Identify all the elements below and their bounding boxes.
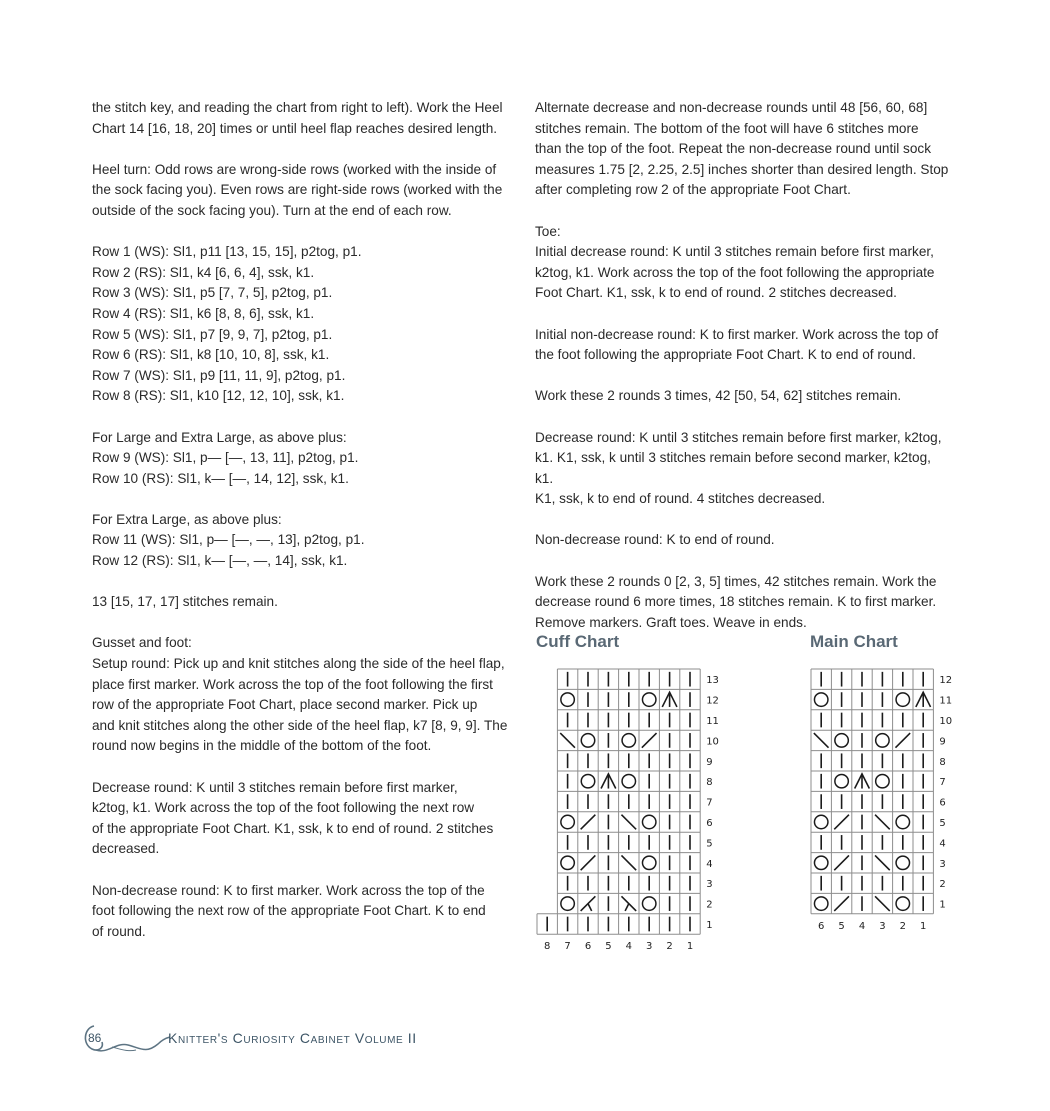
stitch-o [561,693,574,706]
stitch-ssk [875,896,890,911]
stitch-o [642,856,655,869]
row-number-label: 5 [706,838,713,850]
stitch-o [835,734,848,747]
column-number-label: 2 [899,920,906,932]
column-number-label: 5 [605,941,612,953]
stitch-o [561,856,574,869]
stitch-k2tog [581,855,596,870]
stitch-ssk [560,733,575,748]
row-number-label: 6 [939,797,946,809]
cuff-chart [535,668,719,958]
stitch-o [814,856,827,869]
column-number-label: 5 [838,920,845,932]
row-number-label: 1 [706,920,713,931]
page-number: 86 [88,1031,102,1045]
column-number-label: 7 [564,941,571,953]
row-number-label: 10 [706,736,719,748]
cuff-chart-title: Cuff Chart [536,632,620,651]
paragraph: Decrease round: K until 3 stitches remain before first marker, k2tog, k1. K1, ssk, k until 3 stitches remain before second marker, k2tog, k1. K1, ssk, k to end of round. 4 stitches decreased. [535,429,942,507]
stitch-cdd [916,692,931,707]
row-number-label: 2 [939,879,946,891]
column-number-label: 4 [858,920,866,932]
row-number-label: 7 [939,777,946,789]
column-number-label: 1 [686,941,694,953]
row-number-label: 5 [939,818,946,829]
stitch-ssk [814,733,829,748]
row-number-label: 3 [706,879,713,891]
row-number-label: 8 [706,777,713,789]
stitch-o [642,815,655,828]
column-number-label: 8 [544,941,551,953]
stitch-o [581,734,594,747]
main-chart [809,668,959,938]
column-number-label: 3 [879,920,886,932]
stitch-o [814,897,827,910]
paragraph: Work these 2 rounds 3 times, 42 [50, 54, 62] stitches remain. [535,388,902,404]
stitch-ssk [875,815,890,830]
row-number-label: 11 [939,695,953,707]
stitch-k2tog [834,855,849,870]
right-text-column [535,98,950,654]
paragraph: For Large and Extra Large, as above plus: Row 9 (WS): Sl1, p— [—, 13, 11], p2tog, p1. Row 10 (RS): Sl1, k— [—, 14, 12], ssk, k1. [92,429,359,486]
stitch-o [642,897,655,910]
paragraph: Non-decrease round: K to end of round. [535,532,775,548]
row-number-label: 6 [706,818,713,829]
column-number-label: 4 [625,941,632,953]
paragraph: 13 [15, 17, 17] stitches remain. [92,594,278,610]
row-number-label: 9 [706,756,713,768]
row-number-label: 10 [939,716,953,727]
stitch-k2tog [895,733,910,748]
column-number-label: 6 [818,920,825,932]
main-chart-grid [811,669,933,914]
stitch-ssk [621,855,636,870]
stitch-k2tog [834,815,849,830]
paragraph: Alternate decrease and non-decrease rounds until 48 [56, 60, 68] stitches remain. The bottom of the foot will have 6 stitches more than the top of the foot. Repeat the non-decrease round until sock measures 1.75 [2, 2.25, 2.5] inches shorter than desired length. Stop after completing row 2 of the appropriate Foot Chart. [535,100,949,198]
stitch-o [581,774,594,787]
stitch-o [561,897,574,910]
row-number-label: 8 [939,756,946,768]
paragraph: For Extra Large, as above plus: Row 11 (WS): Sl1, p— [—, —, 13], p2tog, p1. Row 12 (RS): Sl1, k— [—, —, 14], ssk, k1. [92,511,365,569]
page-footer [82,1022,462,1056]
stitch-o [896,815,909,828]
stitch-k2tog [642,733,657,748]
row-number-label: 4 [706,858,713,870]
stitch-o [642,693,655,706]
stitch-o [896,693,909,706]
row-number-label: 4 [939,838,946,850]
row-number-label: 11 [706,716,719,727]
stitch-k2tog [581,815,596,830]
left-text-column [92,98,510,963]
stitch-o [876,734,889,747]
paragraph: Heel turn: Odd rows are wrong-side rows (worked with the inside of the sock facing you). Even rows are right-side rows (worked with the outside of the sock facing you). Turn at the end of each row. [92,161,503,218]
stitch-sk2p [621,896,636,911]
column-number-label: 1 [920,920,927,932]
paragraph: Row 1 (WS): Sl1, p11 [13, 15, 15], p2tog, p1. Row 2 (RS): Sl1, k4 [6, 6, 4], ssk, k1. Row 3 (WS): Sl1, p5 [7, 7, 5], p2tog, p1. Row 4 (RS): Sl1, k6 [8, 8, 6], ssk, k1. Row 5 (WS): Sl1, p7 [9, 9, 7], p2tog, p1. Row 6 (RS): Sl1, k8 [10, 10, 8], ssk, k1. Row 7 (WS): Sl1, p9 [11, 11, 9], p2tog, p1. Row 8 (RS): Sl1, k10 [12, 12, 10], ssk, k1. [92,244,362,404]
row-number-label: 3 [939,858,946,870]
row-number-label: 9 [939,736,946,748]
stitch-ssk [621,815,636,830]
row-number-label: 12 [706,695,719,707]
stitch-o [835,774,848,787]
stitch-ssk [875,855,890,870]
stitch-cdd [855,774,870,789]
stitch-o [876,774,889,787]
paragraph: Gusset and foot: Setup round: Pick up and knit stitches along the side of the heel flap, place first marker. Work across the top of the foot following the first row of the appropriate Foot Chart, place second marker. Pick up and knit stitches along the other side of the heel flap, k7 [8, 9, 9]. The round now begins in the middle of the bottom of the foot. [92,635,508,754]
paragraph: Decrease round: K until 3 stitches remain before first marker, k2tog, k1. Work across the top of the foot following the next row of the appropriate Foot Chart. K1, ssk, k to end of round. 2 stitches decreased. [92,779,494,857]
row-number-label: 7 [706,797,713,809]
paragraph: Non-decrease round: K to first marker. Work across the top of the foot following the next row of the appropriate Foot Chart. K to end of round. [92,882,486,939]
row-number-label: 12 [939,675,953,687]
cuff-chart-grid [537,669,700,934]
stitch-o [896,897,909,910]
stitch-o [814,815,827,828]
row-number-label: 13 [706,675,719,687]
paragraph: Toe: Initial decrease round: K until 3 stitches remain before first marker, k2tog, k1. Work across the top of the foot following the appropriate Foot Chart. K1, ssk, k to end of round. 2 stitches decreased. [535,223,935,301]
stitch-o [622,774,635,787]
stitch-k3tog [581,896,596,911]
row-number-label: 2 [706,899,713,911]
stitch-k2tog [834,896,849,911]
paragraph: Work these 2 rounds 0 [2, 3, 5] times, 42 stitches remain. Work the decrease round 6 more times, 18 stitches remain. K to first marker. Remove markers. Graft toes. Weave in ends. [535,573,937,630]
column-number-label: 2 [666,941,673,953]
book-title: Knitter's Curiosity Cabinet Volume II [168,1030,417,1046]
column-number-label: 3 [646,941,653,953]
stitch-o [622,734,635,747]
stitch-cdd [601,774,616,789]
stitch-cdd [662,692,677,707]
stitch-o [814,693,827,706]
paragraph: the stitch key, and reading the chart from right to left). Work the Heel Chart 14 [16, 18, 20] times or until heel flap reaches desired length. [92,100,503,136]
stitch-o [896,856,909,869]
column-number-label: 6 [584,941,592,953]
stitch-o [561,815,574,828]
main-chart-title: Main Chart [810,632,898,651]
paragraph: Initial non-decrease round: K to first marker. Work across the top of the foot following the appropriate Foot Chart. K to end of round. [535,326,939,363]
row-number-label: 1 [939,899,946,911]
